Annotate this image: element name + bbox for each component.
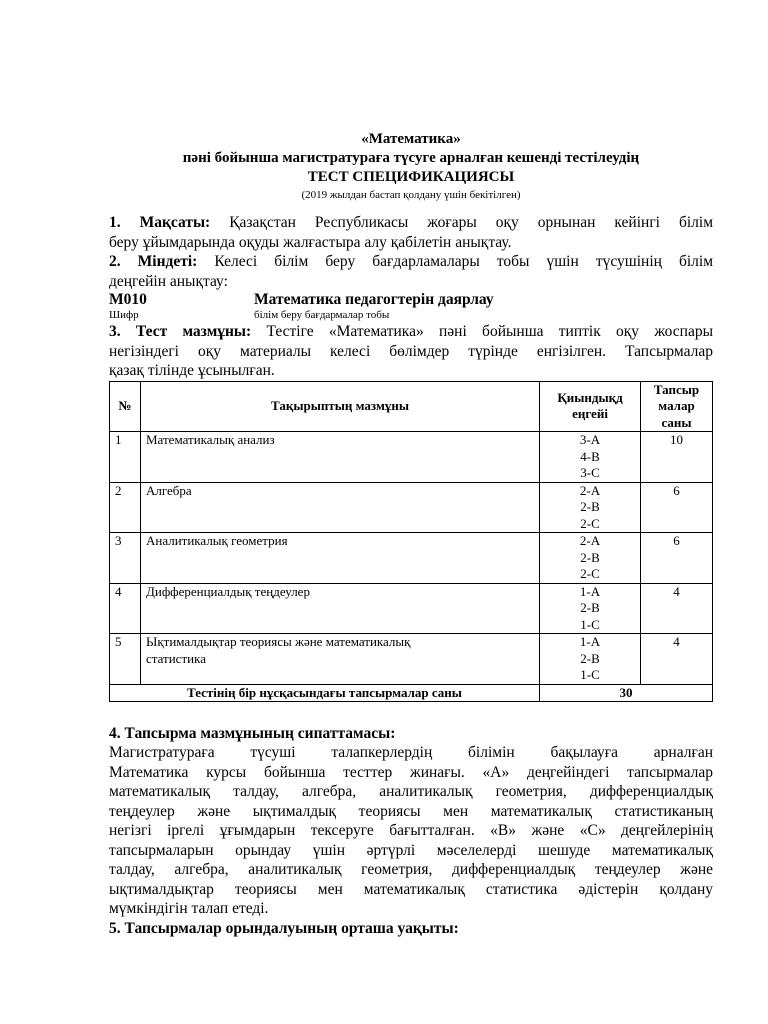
- row-topic: Алгебра: [141, 482, 540, 533]
- table-row: [110, 533, 713, 584]
- document-title: ТЕСТ СПЕЦИФИКАЦИЯСЫ: [307, 169, 515, 185]
- row-num: 3: [110, 533, 141, 584]
- row-num: 4: [110, 583, 141, 634]
- table-row: [110, 432, 713, 483]
- section-description: 4. Тапсырма мазмұнының сипаттамасы: Магистратураға түсуші талапкерлердің білімін бақылауға арналған Математика курсы бойынша тесттер жинағы. «А» деңгейіндегі тапсырмалар математикалық талдау, алгебра, аналитикалық геометрия, дифференциалдық теңдеулер және ықтималдық теориясы мен математикалық статистиканың негізгі іргелі ұғымдарын тексеруге бағытталған. «В» және «С» деңгейлерінің тапсырмаларын орындау үшін әртүрлі мәселелерді шешуде математикалық талдау, алгебра, аналитикалық геометрия, дифференциалдық теңдеулер және ықтималдықтар теориясы мен математикалық статистика әдістерін қолдану мүмкіндігін талап етеді.: [109, 724, 713, 917]
- program-code-caption: Шифр: [109, 309, 139, 321]
- table-row: [110, 634, 713, 685]
- total-value: 30: [540, 684, 713, 701]
- row-topic: Дифференциалдық теңдеулер: [141, 583, 540, 634]
- row-num: 5: [110, 634, 141, 685]
- table-total-row: [110, 684, 713, 701]
- row-levels: 1-А 2-В 1-С: [540, 583, 641, 634]
- approval-note: (2019 жылдан бастап қолдану үшін бекітілген): [301, 189, 521, 201]
- section-task: 2. Міндеті: Келесі білім беру бағдарламалары тобы үшін түсушінің білім деңгейін анықтау:: [109, 253, 714, 290]
- row-levels: 1-А 2-В 1-С: [540, 634, 641, 685]
- section-heading: 4. Тапсырма мазмұнының сипаттамасы:: [109, 724, 396, 742]
- row-count: 6: [641, 482, 713, 533]
- header-level: Қиындықд еңгейі: [540, 381, 641, 432]
- row-topic: Математикалық анализ: [141, 432, 540, 483]
- section-label: 2. Міндеті:: [109, 253, 198, 270]
- header-line: пәні бойынша магистратураға түсуге арналған кешенді тестілеудің: [182, 150, 640, 166]
- section-heading: 5. Тапсырмалар орындалуының орташа уақыты:: [109, 919, 459, 937]
- row-levels: 3-А 4-В 3-С: [540, 432, 641, 483]
- program-block: [109, 291, 713, 322]
- header-topic: Тақырыптың мазмұны: [141, 381, 540, 432]
- row-levels: 2-А 2-В 2-С: [540, 533, 641, 584]
- header-num: №: [110, 381, 141, 432]
- subject-title: «Математика»: [361, 131, 461, 147]
- row-levels: 2-А 2-В 2-С: [540, 482, 641, 533]
- table-header-row: [110, 381, 713, 432]
- document-page: [109, 130, 713, 938]
- section-time: [109, 919, 713, 939]
- row-count: 4: [641, 634, 713, 685]
- section-content: 3. Тест мазмұны: Тестіге «Математика» пәні бойынша типтік оқу жоспары негізіндегі оқу материалы келесі бөлімдер түрінде енгізілген. Тапсырмалар қазақ тілінде ұсынылған.: [109, 323, 714, 379]
- total-label: Тестінің бір нұсқасындағы тапсырмалар саны: [110, 684, 540, 701]
- row-count: 6: [641, 533, 713, 584]
- section-label: 3. Тест мазмұны:: [109, 323, 252, 340]
- row-count: 4: [641, 583, 713, 634]
- row-num: 2: [110, 482, 141, 533]
- row-count: 10: [641, 432, 713, 483]
- specification-table: [109, 381, 713, 702]
- table-row: [110, 482, 713, 533]
- table-row: [110, 583, 713, 634]
- document-header: [109, 130, 713, 203]
- row-topic: Ықтималдықтар теориясы және математикалық статистика: [141, 634, 540, 685]
- row-topic: Аналитикалық геометрия: [141, 533, 540, 584]
- program-code: М010: [109, 291, 147, 308]
- program-name: Математика педагогтерін даярлау: [254, 291, 494, 308]
- program-name-caption: білім беру бағдармалар тобы: [254, 309, 390, 321]
- section-label: 1. Мақсаты:: [109, 214, 211, 231]
- section-purpose: 1. Мақсаты: Қазақстан Республикасы жоғары оқу орнынан кейінгі білім беру ұйымдарында оқуды жалғастыра алу қабілетін анықтау.: [109, 214, 714, 251]
- row-num: 1: [110, 432, 141, 483]
- header-count: Тапсыр малар саны: [641, 381, 713, 432]
